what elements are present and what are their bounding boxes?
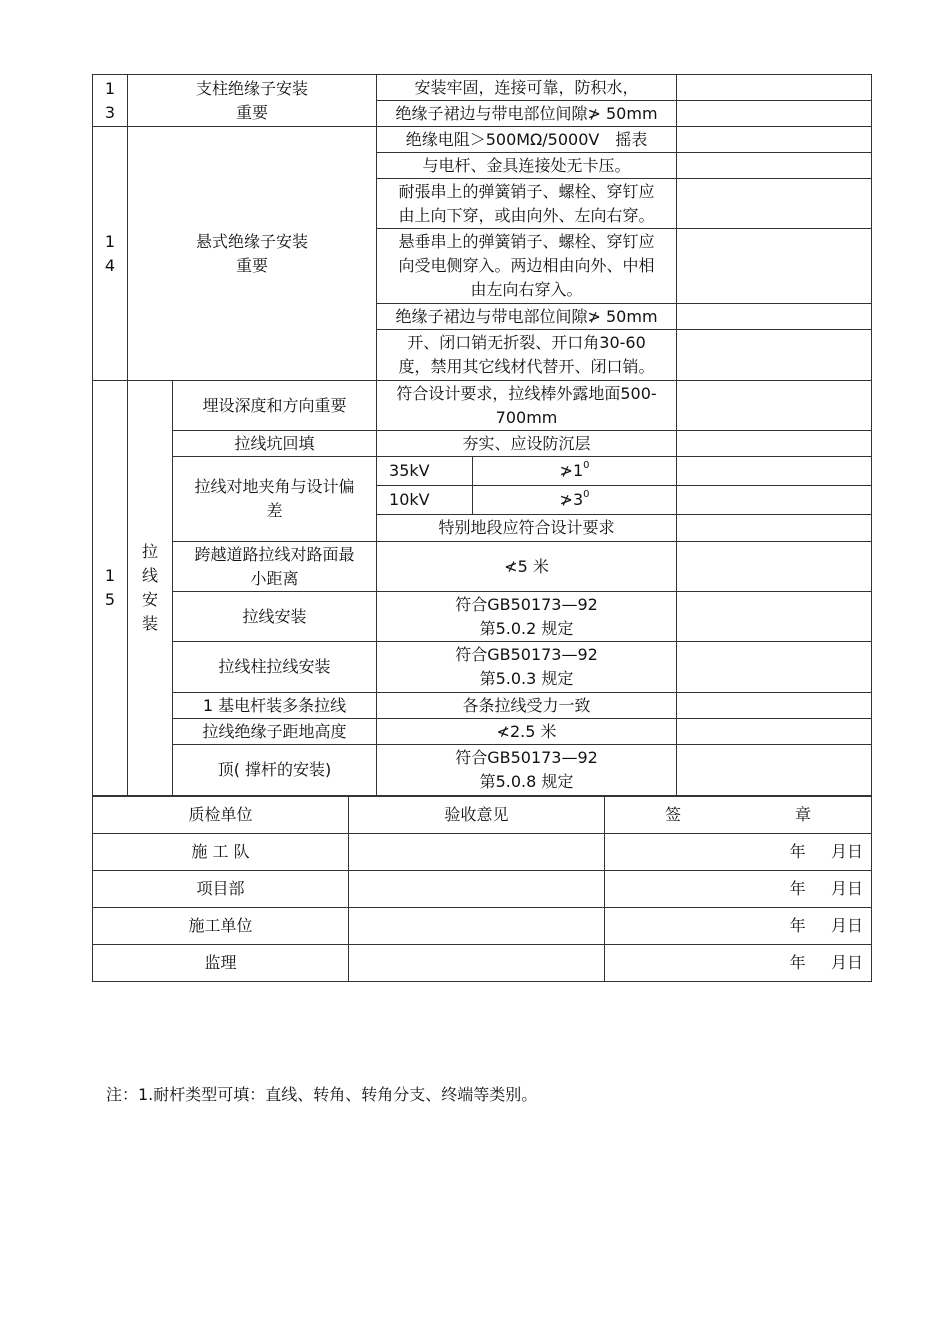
unit-name: 项目部 bbox=[93, 871, 349, 908]
item-number-14: 1 4 bbox=[93, 127, 128, 381]
date-field[interactable]: 年 月日 bbox=[605, 945, 872, 982]
result-cell bbox=[677, 642, 872, 693]
sub-item-name: 顶( 撑杆的安装) bbox=[173, 745, 377, 796]
sub-item-name: 跨越道路拉线对路面最 小距离 bbox=[173, 542, 377, 592]
item-number-15: 1 5 bbox=[93, 381, 128, 796]
result-cell bbox=[677, 304, 872, 330]
footnote: 注：1.耐杆类型可填：直线、转角、转角分支、终端等类别。 bbox=[106, 1085, 538, 1104]
requirement-cell: 符合GB50173—92 第5.0.8 规定 bbox=[377, 745, 677, 796]
result-cell bbox=[677, 745, 872, 796]
result-cell bbox=[677, 592, 872, 642]
result-cell bbox=[677, 179, 872, 229]
date-field[interactable]: 年 月日 bbox=[605, 908, 872, 945]
header-inspection-unit: 质检单位 bbox=[93, 797, 349, 834]
result-cell bbox=[677, 542, 872, 592]
sub-item-name: 埋设深度和方向重要 bbox=[173, 381, 377, 431]
date-field[interactable]: 年 月日 bbox=[605, 834, 872, 871]
date-field[interactable]: 年 月日 bbox=[605, 871, 872, 908]
voltage-35kv: 35kV bbox=[377, 457, 473, 486]
requirement-cell: 特别地段应符合设计要求 bbox=[377, 515, 677, 542]
opinion-field[interactable] bbox=[349, 871, 605, 908]
unit-name: 施工单位 bbox=[93, 908, 349, 945]
result-cell bbox=[677, 515, 872, 542]
result-cell bbox=[677, 693, 872, 719]
result-cell bbox=[677, 486, 872, 515]
unit-name: 施 工 队 bbox=[93, 834, 349, 871]
result-cell bbox=[677, 457, 872, 486]
requirement-cell: 绝缘子裙边与带电部位间隙≯ 50mm bbox=[377, 101, 677, 127]
opinion-field[interactable] bbox=[349, 945, 605, 982]
requirement-cell: 绝缘子裙边与带电部位间隙≯ 50mm bbox=[377, 304, 677, 330]
result-cell bbox=[677, 75, 872, 101]
opinion-field[interactable] bbox=[349, 834, 605, 871]
result-cell bbox=[677, 101, 872, 127]
sub-item-name: 拉线对地夹角与设计偏 差 bbox=[173, 457, 377, 542]
sub-item-name: 拉线坑回填 bbox=[173, 431, 377, 457]
signature-table bbox=[92, 796, 872, 982]
requirement-cell: 绝缘电阻＞500MΩ/5000V 摇表 bbox=[377, 127, 677, 153]
guy-wire-group-label: 拉 线 安 装 bbox=[128, 381, 173, 796]
requirement-cell: 符合设计要求，拉线棒外露地面500- 700mm bbox=[377, 381, 677, 431]
result-cell bbox=[677, 229, 872, 304]
result-cell bbox=[677, 127, 872, 153]
requirement-cell: 耐張串上的弹簧销子、螺栓、穿钉应 由上向下穿，或由向外、左向右穿。 bbox=[377, 179, 677, 229]
sub-item-name: 拉线柱拉线安装 bbox=[173, 642, 377, 693]
requirement-cell: 夯实、应设防沉层 bbox=[377, 431, 677, 457]
header-acceptance-opinion: 验收意见 bbox=[349, 797, 605, 834]
result-cell bbox=[677, 381, 872, 431]
result-cell bbox=[677, 330, 872, 381]
item-name-14: 悬式绝缘子安装 重要 bbox=[128, 127, 377, 381]
sub-item-name: 拉线绝缘子距地高度 bbox=[173, 719, 377, 745]
opinion-field[interactable] bbox=[349, 908, 605, 945]
requirement-cell: 与电杆、金具连接处无卡压。 bbox=[377, 153, 677, 179]
requirement-cell: 符合GB50173—92 第5.0.2 规定 bbox=[377, 592, 677, 642]
header-signature-seal: 签 章 bbox=[605, 797, 872, 834]
item-name-13: 支柱绝缘子安装 重要 bbox=[128, 75, 377, 127]
sub-item-name: 拉线安装 bbox=[173, 592, 377, 642]
voltage-10kv: 10kV bbox=[377, 486, 473, 515]
requirement-cell: 悬垂串上的弹簧销子、螺栓、穿钉应 向受电侧穿入。两边相由向外、中相 由左向右穿入。 bbox=[377, 229, 677, 304]
requirement-cell: 符合GB50173—92 第5.0.3 规定 bbox=[377, 642, 677, 693]
unit-name: 监理 bbox=[93, 945, 349, 982]
requirement-cell: 安装牢固，连接可靠，防积水， bbox=[377, 75, 677, 101]
result-cell bbox=[677, 431, 872, 457]
requirement-cell: ≮2.5 米 bbox=[377, 719, 677, 745]
deviation-10kv: $≯3^0$ bbox=[473, 486, 677, 515]
inspection-table bbox=[92, 74, 872, 796]
result-cell bbox=[677, 153, 872, 179]
requirement-cell: ≮5 米 bbox=[377, 542, 677, 592]
result-cell bbox=[677, 719, 872, 745]
requirement-cell: 各条拉线受力一致 bbox=[377, 693, 677, 719]
requirement-cell: 开、闭口销无折裂、开口角30-60 度，禁用其它线材代替开、闭口销。 bbox=[377, 330, 677, 381]
deviation-35kv: $≯1^0$ bbox=[473, 457, 677, 486]
sub-item-name: 1 基电杆装多条拉线 bbox=[173, 693, 377, 719]
item-number-13: 1 3 bbox=[93, 75, 128, 127]
